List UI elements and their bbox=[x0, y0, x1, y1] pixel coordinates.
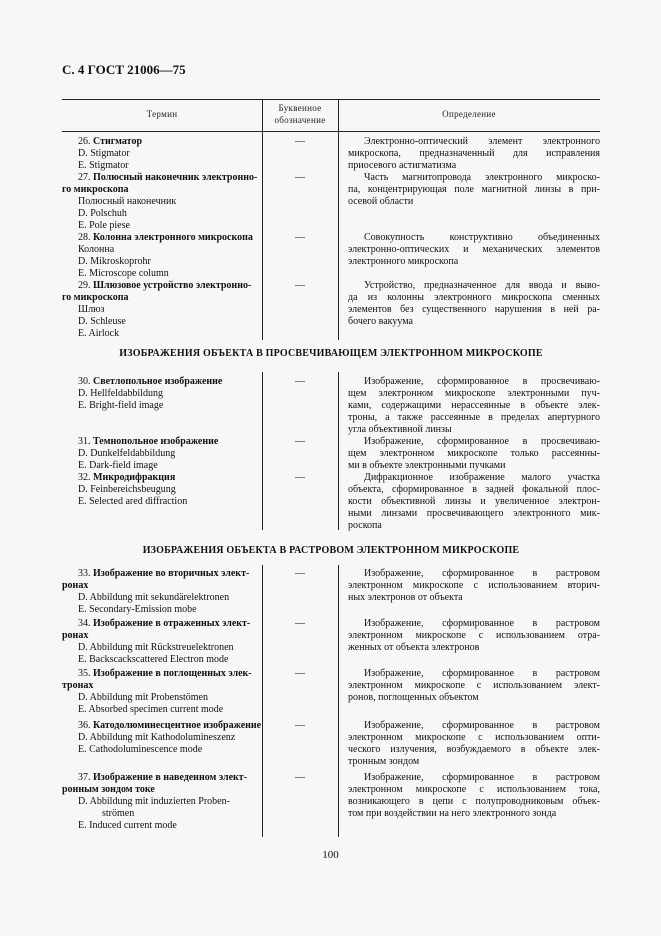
column-divider bbox=[338, 565, 339, 837]
term-title: Колонна электронного микроскопа bbox=[93, 232, 253, 243]
symbol-dash: — bbox=[295, 568, 305, 579]
definition-line: ческого излучения, возбуждаемого в объекте элек- bbox=[348, 744, 600, 755]
term-synonym-line: D. Polschuh bbox=[78, 208, 127, 219]
definition-line: роскопа bbox=[348, 520, 382, 531]
definition-text bbox=[348, 232, 600, 268]
term-synonym-line: D. Stigmator bbox=[78, 148, 130, 159]
definition-line: электронном микроскопе с использованием опти- bbox=[348, 732, 600, 743]
term-title: Изображение в отраженных элект- bbox=[93, 618, 251, 629]
term-synonym-line: strömen bbox=[102, 808, 135, 819]
term-synonym-line: Полюсный наконечник bbox=[78, 196, 177, 207]
term-title-line bbox=[62, 580, 262, 592]
term-entry bbox=[62, 376, 262, 412]
term-title: Темнопольное изображение bbox=[93, 436, 219, 447]
term-number: 26. bbox=[78, 136, 93, 147]
definition-line: щем электронном микроскопе только рассеянны- bbox=[348, 448, 600, 459]
term-number: 31. bbox=[78, 436, 93, 447]
term-title: Шлюзовое устройство электронно- bbox=[93, 280, 252, 291]
definition-text bbox=[348, 136, 600, 172]
symbol-dash: — bbox=[295, 232, 305, 243]
term-title: Микродифракция bbox=[93, 472, 176, 483]
definition-line: ми в объекте электронными пучками bbox=[348, 460, 506, 471]
definition-line: ными линзами просвечивающего электронного мик- bbox=[348, 508, 600, 519]
term-title-line bbox=[62, 668, 262, 680]
term-title: ронным зондом токе bbox=[62, 784, 155, 795]
term-synonym-line: D. Mikroskoprohr bbox=[78, 256, 151, 267]
term-number: 36. bbox=[78, 720, 93, 731]
definition-line: электронного микроскопа bbox=[348, 256, 459, 267]
definition-line: Устройство, предназначенное для ввода и выво- bbox=[364, 280, 600, 291]
term-title-line bbox=[62, 680, 262, 692]
definition-line: Электронно-оптический элемент электронного bbox=[364, 136, 600, 147]
definition-line: Изображение, сформированное в просвечиваю- bbox=[364, 376, 600, 387]
term-number: 37. bbox=[78, 772, 93, 783]
definition-text bbox=[348, 618, 600, 654]
symbol-dash: — bbox=[295, 136, 305, 147]
term-title-line bbox=[62, 436, 262, 448]
definition-line: угла объективной линзы bbox=[348, 424, 452, 435]
definition-line: том при воздействии на него электронного зонда bbox=[348, 808, 557, 819]
definition-text bbox=[348, 172, 600, 208]
column-divider bbox=[262, 565, 263, 837]
definition-line: приосевого астигматизма bbox=[348, 160, 457, 171]
term-synonym-line: Колонна bbox=[78, 244, 115, 255]
definition-line: ками, содержащими нерассеянные в объекте элек- bbox=[348, 400, 600, 411]
table-header-bottom-rule bbox=[62, 131, 600, 132]
definition-line: Изображение, сформированное в растровом bbox=[364, 772, 600, 783]
section-heading-scanning: ИЗОБРАЖЕНИЯ ОБЪЕКТА В РАСТРОВОМ ЭЛЕКТРОННОМ МИКРОСКОПЕ bbox=[142, 545, 520, 556]
term-synonym-line: E. Cathodoluminescence mode bbox=[78, 744, 203, 755]
term-entry bbox=[62, 772, 262, 832]
term-synonym-line: E. Stigmator bbox=[78, 160, 129, 171]
definition-line: бочего вакуума bbox=[348, 316, 413, 327]
term-title: го микроскопа bbox=[62, 184, 129, 195]
definition-line: Изображение, сформированное в растровом bbox=[364, 720, 600, 731]
term-title-line bbox=[62, 618, 262, 630]
term-title: Светлопольное изображение bbox=[93, 376, 223, 387]
column-divider bbox=[338, 372, 339, 530]
term-synonym-line: D. Abbildung mit induzierten Proben- bbox=[78, 796, 230, 807]
term-synonym-line: D. Feinbereichsbeugung bbox=[78, 484, 176, 495]
term-synonym-line: D. Schleuse bbox=[78, 316, 126, 327]
definition-line: троны, а также рассеянные в пределах апертурного bbox=[348, 412, 600, 423]
definition-line: возникающего в цепи с полупроводниковым объек- bbox=[348, 796, 600, 807]
section-heading-transmission: ИЗОБРАЖЕНИЯ ОБЪЕКТА В ПРОСВЕЧИВАЮЩЕМ ЭЛЕКТРОННОМ МИКРОСКОПЕ bbox=[119, 348, 543, 359]
term-synonym-line: E. Selected ared diffraction bbox=[78, 496, 188, 507]
definition-text bbox=[348, 568, 600, 604]
definition-line: осевой области bbox=[348, 196, 414, 207]
term-title-line bbox=[62, 184, 262, 196]
term-title: ронах bbox=[62, 580, 89, 591]
term-synonym-line: E. Airlock bbox=[78, 328, 120, 339]
term-entry bbox=[62, 280, 262, 340]
symbol-dash: — bbox=[295, 280, 305, 291]
definition-line: Изображение, сформированное в растровом bbox=[364, 568, 600, 579]
column-divider bbox=[262, 372, 263, 530]
definition-line: электронном микроскопе с использованием элект- bbox=[348, 680, 600, 691]
symbol-dash: — bbox=[295, 472, 305, 483]
term-number: 28. bbox=[78, 232, 93, 243]
term-entry bbox=[62, 172, 262, 232]
term-title-line bbox=[62, 772, 262, 784]
definition-line: па, концентрирующая поле магнитной линзы в при- bbox=[348, 184, 600, 195]
term-number: 34. bbox=[78, 618, 93, 629]
symbol-dash: — bbox=[295, 618, 305, 629]
definition-line: ронов, поглощенных объектом bbox=[348, 692, 479, 703]
column-divider bbox=[338, 132, 339, 340]
definition-line: Совокупность конструктивно объединенных bbox=[364, 232, 600, 243]
definition-text bbox=[348, 720, 600, 768]
term-title: Катодолюминесцентное изображение bbox=[93, 720, 262, 731]
term-title: ронах bbox=[62, 630, 89, 641]
definition-line: электронно-оптических и механических элементов bbox=[348, 244, 600, 255]
column-header-symbol-line1: Буквенное bbox=[278, 103, 322, 113]
term-entry bbox=[62, 568, 262, 616]
page-header: С. 4 ГОСТ 21006—75 bbox=[62, 62, 186, 77]
term-synonym-line: E. Induced current mode bbox=[78, 820, 177, 831]
symbol-dash: — bbox=[295, 772, 305, 783]
term-synonym-line: E. Pole piese bbox=[78, 220, 130, 231]
term-number: 35. bbox=[78, 668, 93, 679]
term-number: 29. bbox=[78, 280, 93, 291]
term-entry bbox=[62, 136, 262, 172]
term-synonym-line: D. Abbildung mit Kathodolumineszenz bbox=[78, 732, 236, 743]
term-entry bbox=[62, 618, 262, 666]
definition-line: микроскопа, предназначенный для исправления bbox=[348, 148, 600, 159]
definition-line: объекта, сформированное в задней фокальной плос- bbox=[348, 484, 600, 495]
term-title-line bbox=[62, 172, 262, 184]
term-synonym-line: D. Abbildung mit sekundärelektronen bbox=[78, 592, 230, 603]
symbol-dash: — bbox=[295, 172, 305, 183]
symbol-dash: — bbox=[295, 376, 305, 387]
definition-text bbox=[348, 376, 600, 436]
term-number: 27. bbox=[78, 172, 93, 183]
definition-line: Дифракционное изображение малого участка bbox=[364, 472, 600, 483]
table-top-rule bbox=[62, 99, 600, 100]
term-synonym-line: D. Hellfeldabbildung bbox=[78, 388, 163, 399]
term-title-line bbox=[62, 568, 262, 580]
column-header-symbol-line2: обозначение bbox=[274, 115, 326, 125]
term-title: Полюсный наконечник электронно- bbox=[93, 172, 258, 183]
term-synonym-line: E. Microscope column bbox=[78, 268, 169, 279]
definition-line: да из колонны электронного микроскопа сменных bbox=[348, 292, 600, 303]
term-synonym-line: D. Dunkelfeldabbildung bbox=[78, 448, 176, 459]
definition-text bbox=[348, 280, 600, 328]
definition-line: электронном микроскопе с использованием отра- bbox=[348, 630, 600, 641]
term-title-line bbox=[62, 376, 262, 388]
term-title: Изображение во вторичных элект- bbox=[93, 568, 250, 579]
term-title-line bbox=[62, 784, 262, 796]
column-header-term: Термин bbox=[146, 109, 178, 119]
term-synonym-line: D. Abbildung mit Probenstömen bbox=[78, 692, 208, 703]
term-title: Стигматор bbox=[93, 136, 142, 147]
definition-text bbox=[348, 772, 600, 820]
term-synonym-line: Шлюз bbox=[78, 304, 105, 315]
symbol-dash: — bbox=[295, 720, 305, 731]
term-number: 33. bbox=[78, 568, 93, 579]
term-synonym-line: E. Bright-field image bbox=[78, 400, 164, 411]
definition-line: женных от объекта электронов bbox=[348, 642, 480, 653]
term-title-line bbox=[62, 280, 262, 292]
term-entry bbox=[62, 720, 262, 756]
term-title-line bbox=[62, 232, 262, 244]
definition-line: Часть магнитопровода электронного микроско- bbox=[364, 172, 600, 183]
term-synonym-line: E. Absorbed specimen current mode bbox=[78, 704, 224, 715]
definition-line: Изображение, сформированное в растровом bbox=[364, 668, 600, 679]
term-entry bbox=[62, 472, 262, 508]
symbol-dash: — bbox=[295, 436, 305, 447]
symbol-dash: — bbox=[295, 668, 305, 679]
definition-line: кости объективной линзы и увеличенное электрон- bbox=[348, 496, 600, 507]
term-title-line bbox=[62, 136, 262, 148]
term-number: 30. bbox=[78, 376, 93, 387]
page-number: 100 bbox=[322, 849, 339, 861]
definition-line: электронном микроскопе с использованием тока, bbox=[348, 784, 600, 795]
definition-line: электронном микроскопе с использованием вторич- bbox=[348, 580, 600, 591]
definition-line: элементов без существенного нарушения в ней ра- bbox=[348, 304, 600, 315]
column-header-definition: Определение bbox=[442, 109, 496, 119]
definition-line: ных электронов от объекта bbox=[348, 592, 463, 603]
term-title-line bbox=[62, 292, 262, 304]
term-synonym-line: D. Abbildung mit Rückstreuelektronen bbox=[78, 642, 234, 653]
definition-line: Изображение, сформированное в просвечиваю- bbox=[364, 436, 600, 447]
term-title-line bbox=[62, 472, 262, 484]
term-entry bbox=[62, 668, 262, 716]
definition-line: Изображение, сформированное в растровом bbox=[364, 618, 600, 629]
column-header-symbol bbox=[262, 102, 338, 126]
term-synonym-line: E. Secondary-Emission mobe bbox=[78, 604, 197, 615]
definition-line: тронным зондом bbox=[348, 756, 420, 767]
term-title: Изображение в наведенном элект- bbox=[93, 772, 248, 783]
term-synonym-line: E. Dark-field image bbox=[78, 460, 158, 471]
definition-text bbox=[348, 472, 600, 532]
term-title: Изображение в поглощенных элек- bbox=[93, 668, 252, 679]
term-title: го микроскопа bbox=[62, 292, 129, 303]
term-title-line bbox=[62, 630, 262, 642]
term-title: тронах bbox=[62, 680, 94, 691]
term-synonym-line: E. Backscackscattered Electron mode bbox=[78, 654, 229, 665]
term-title-line bbox=[62, 720, 262, 732]
term-number: 32. bbox=[78, 472, 93, 483]
term-entry bbox=[62, 232, 262, 280]
definition-text bbox=[348, 436, 600, 472]
definition-line: щем электронном микроскопе электронными пуч- bbox=[348, 388, 600, 399]
term-entry bbox=[62, 436, 262, 472]
definition-text bbox=[348, 668, 600, 704]
